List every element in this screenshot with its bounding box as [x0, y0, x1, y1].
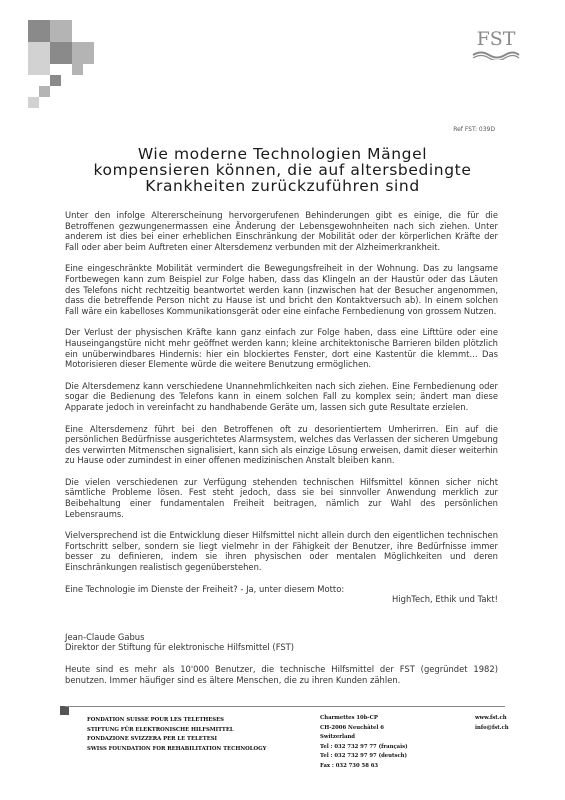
decor-square	[72, 64, 83, 75]
logo-text: FST	[476, 28, 516, 50]
motto: HighTech, Ethik und Takt!	[392, 594, 498, 605]
decor-square	[72, 42, 94, 64]
foundation-name: FONDATION SUISSE POUR LES TELETHESES	[87, 717, 224, 723]
footer-web	[475, 714, 509, 733]
website-link[interactable]: www.fst.ch	[475, 715, 507, 721]
title-line: Wie moderne Technologien Mängel	[137, 145, 428, 163]
decor-square	[50, 42, 72, 64]
paragraph: Eine eingeschränkte Mobilität vermindert die Bewegungsfreiheit in der Wohnung. Das zu langsame Fortbewegen kann zum Beispiel zur Folge haben, dass das Klingeln an der Haustür oder das Läuten des Telefons nicht rechtzeitig beantwortet werden kann (inzwischen hat der Besucher angenommen, dass die betreffende Person nicht zu Hause ist und bricht den Kontaktversuch ab). In einem solchen Fall wäre ein kabelloses Kommunikationsgerät oder eine einfache Fernbedienung von grossem Nutzen.	[65, 263, 498, 316]
address-line: Fax : 032 730 58 63	[320, 762, 379, 769]
decor-square	[28, 97, 39, 108]
signature-role: Direktor der Stiftung für elektronische Hilfsmittel (FST)	[65, 642, 295, 653]
foundation-name: STIFTUNG FÜR ELEKTRONISCHE HILFSMITTEL	[87, 726, 234, 733]
email-link[interactable]: info@fst.ch	[475, 724, 509, 731]
closing-paragraph: Heute sind es mehr als 10'000 Benutzer, die technische Hilfsmittel der FST (gegründet 1982) benutzen. Immer häufiger sind es ältere Menschen, die zu ihren Kunden zählen.	[65, 664, 498, 685]
decor-square	[28, 42, 50, 64]
document-body	[65, 210, 498, 696]
footer-foundation-names	[87, 716, 266, 754]
footer-square	[60, 706, 69, 715]
address-line: Charmettes 10b-CP	[320, 715, 378, 721]
decor-square	[39, 86, 50, 97]
address-line: Tel : 032 732 97 77 (français)	[320, 743, 408, 750]
decor-square	[28, 64, 50, 75]
paragraph: Die vielen verschiedenen zur Verfügung stehenden technischen Hilfsmittel können sicher nicht sämtliche Probleme lösen. Fest steht jedoch, dass sie bei sinnvoller Anwendung merklich zur Beibehaltung einer fundamentalen Freiheit beitragen, nämlich zur Wahl des persönlichen Lebensraums.	[65, 476, 498, 519]
decor-square	[50, 20, 72, 42]
paragraph: Die Altersdemenz kann verschiedene Unannehmlichkeiten nach sich ziehen. Eine Fernbedienung oder sogar die Bedienung des Telefons kann in einem solchen Fall zu komplex sein; ändert man diese Apparate jedoch in vereinfacht zu handhabende Geräte um, lassen sich gute Resultate erzielen.	[65, 380, 498, 412]
decor-square	[50, 75, 61, 86]
paragraph: Vielversprechend ist die Entwicklung dieser Hilfsmittel nicht allein durch den eigentlichen technischen Fortschritt selber, sondern sie liegt vielmehr in der Fähigkeit der Benutzer, ihre Bedürfnisse immer besser zu definieren, indem sie ihren physischen oder mentalen Möglichkeiten und deren Einschränkungen realistisch gegenüberstehen.	[65, 530, 498, 573]
logo-wave-icon	[471, 50, 521, 60]
address-line: Switzerland	[320, 734, 356, 740]
document-title	[60, 146, 505, 194]
address-line: Tel : 032 732 97 97 (deutsch)	[320, 753, 408, 759]
signature-name: Jean-Claude Gabus	[65, 631, 145, 642]
paragraph: Unter den infolge Altererscheinung hervorgerufenen Behinderungen gibt es einige, die für die Betroffenen gezwungenermassen eine Änderung der Lebensgewohnheiten nach sich ziehen. Unter anderem ist dies bei einer erheblichen Einschränkung der Mobilität oder der körperlichen Kräfte der Fall oder aber beim Auftreten einer Altersdemenz verbunden mit der Alzheimerkrankheit.	[65, 210, 498, 252]
decor-square	[28, 20, 50, 42]
title-line: kompensieren können, die auf altersbedingte	[93, 161, 472, 179]
address-line: CH-2006 Neuchâtel 6	[320, 724, 384, 731]
reference-number: Ref FST: 039D	[453, 126, 495, 133]
paragraph: Der Verlust der physischen Kräfte kann ganz einfach zur Folge haben, dass eine Lifttüre oder eine Hauseingangstüre nicht mehr geöffnet werden kann; kleine architektonische Barrieren bilden plötzlich ein unüberwindbares Hindernis: hier ein blockiertes Fenster, dort eine Kastentür die klemmt… Das Motorisieren dieser Elemente würde die weitere Benutzung ermöglichen.	[65, 327, 498, 370]
paragraph: Eine Altersdemenz führt bei den Betroffenen oft zu desorientiertem Umherirren. Ein auf die persönlichen Bedürfnisse ausgerichtetes Alarmsystem, welches das Verlassen der sicheren Umgebung des verwirrten Mitmenschen signalisiert, kann sich als einzige Lösung erweisen, damit dieser weiterhin zu Hause oder zumindest in einer offenen medizinischen Anstalt bleiben kann.	[65, 423, 498, 466]
signature	[65, 632, 498, 653]
fst-logo	[470, 30, 522, 68]
motto-intro: Eine Technologie im Dienste der Freiheit? - Ja, unter diesem Motto:	[65, 583, 345, 594]
footer-divider	[65, 706, 505, 707]
footer-address	[320, 714, 408, 771]
foundation-name: SWISS FOUNDATION FOR REHABILITATION TECHNOLOGY	[87, 745, 267, 752]
title-line: Krankheiten zurückzuführen sind	[145, 177, 420, 195]
foundation-name: FONDAZIONE SVIZZERA PER LE TELETESI	[87, 736, 218, 742]
